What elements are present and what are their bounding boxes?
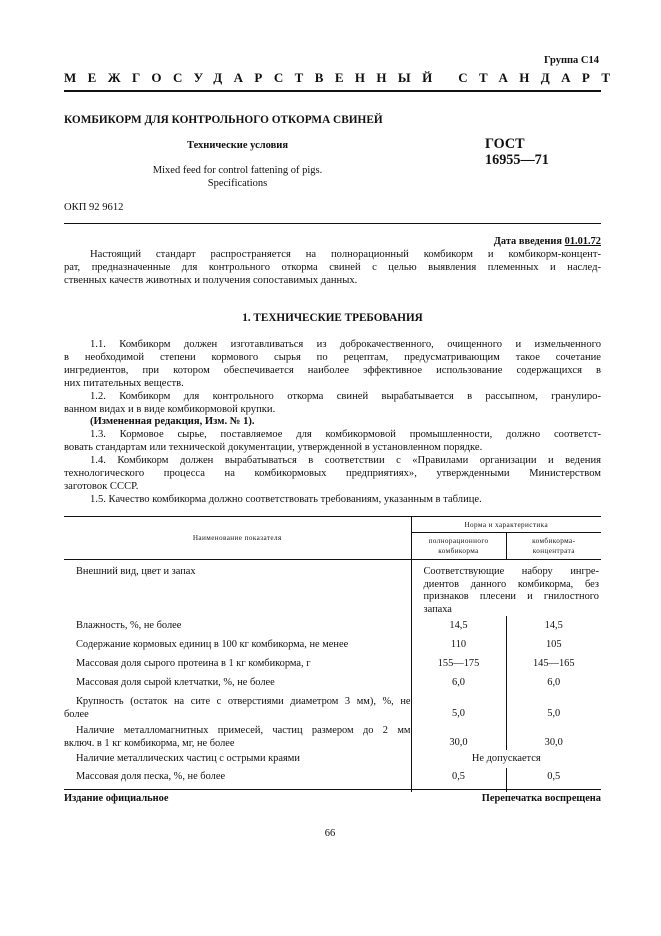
value-complete-feed: 110 (411, 635, 506, 654)
header-line: полнорационного (428, 537, 489, 545)
banner-rule (64, 90, 601, 92)
effective-date-label: Дата введения (493, 236, 563, 247)
header-complete-feed (411, 533, 506, 560)
text-line: Наличие металломагнитных примесей, частиц размером до 2 мм (76, 725, 411, 736)
indicator-name: Внешний вид, цвет и запах (64, 560, 411, 617)
paragraph-1-2 (64, 391, 601, 417)
indicator-name: Массовая доля сырой клетчатки, %, не более (64, 673, 411, 692)
indicator-name: Массовая доля песка, %, не более (64, 768, 411, 792)
table-row (64, 673, 601, 692)
text-line: заготовок СССР. (64, 480, 139, 492)
effective-date-value: 01.01.72 (564, 236, 601, 247)
group-code: Группа С14 (543, 55, 599, 66)
text-line: более (64, 708, 89, 720)
section-heading: 1. ТЕХНИЧЕСКИЕ ТРЕБОВАНИЯ (242, 312, 423, 324)
text-line: в необходимой степени кормового сырья по рецептам, предусматривающим такое сочетание (64, 351, 601, 363)
header-line: концентрата (532, 547, 575, 555)
table-row (64, 692, 601, 721)
indicator-name (64, 721, 411, 750)
value-complete-feed: 6,0 (411, 673, 506, 692)
value-complete-feed: 0,5 (411, 768, 506, 792)
text-line: диентов данного комбикорма, без (423, 578, 599, 590)
value-merged: Не допускается (471, 753, 541, 764)
table-row (64, 750, 601, 768)
value-concentrate: 0,5 (547, 771, 561, 782)
indicator-name (64, 692, 411, 721)
text-line: технологического процесса на комбикормовых предприятиях», утвержденными Министерством (64, 468, 601, 480)
header-line: комбикорма (438, 547, 479, 555)
reprint-prohibited: Перепечатка воспрещена (481, 793, 601, 804)
text-line: них питательных веществ. (64, 377, 184, 389)
value-concentrate: 5,0 (547, 708, 561, 719)
header-norm-group: Норма и характеристика (411, 517, 601, 533)
indicator-name: Массовая доля сырого протеина в 1 кг комбикорма, г (64, 654, 411, 673)
banner-title: МЕЖГОСУДАРСТВЕННЫЙ СТАНДАРТ (64, 70, 622, 85)
table-row (64, 635, 601, 654)
indicator-name: Содержание кормовых единиц в 100 кг комбикорма, не менее (64, 635, 411, 654)
paragraph-1-4 (64, 455, 601, 494)
text-line: 1.2. Комбикорм для контрольного откорма свиней вырабатывается в рассыпном, гранулиро- (90, 390, 601, 402)
text-line: 1.4. Комбикорм должен вырабатываться в соответствии с «Правилами организации и ведения (90, 455, 601, 467)
english-title-line: Specifications (207, 178, 268, 189)
title-rule (64, 223, 601, 224)
intro-paragraph (64, 249, 601, 288)
paragraph-1-3 (64, 429, 601, 455)
indicator-name: Влажность, %, не более (64, 616, 411, 635)
paragraph-1-1 (64, 339, 601, 391)
text-line: Соответствующие набору ингре- (423, 566, 599, 577)
header-line: комбикорма- (532, 537, 576, 545)
english-title-line: Mixed feed for control fattening of pigs. (152, 165, 323, 176)
value-concentrate: 30,0 (544, 737, 563, 748)
value-complete-feed: 30,0 (411, 721, 506, 750)
paragraph-1-5: 1.5. Качество комбикорма должно соответствовать требованиям, указанным в таблице. (90, 493, 482, 505)
value-concentrate: 145—165 (532, 658, 575, 669)
text-line: 1.3. Кормовое сырье, поставляемое для комбикормовой промышленности, должно соответст- (90, 429, 601, 441)
value-concentrate: 14,5 (544, 620, 563, 631)
text-line: запаха (423, 603, 452, 615)
text-line: ственных качеств животных и получения сопоставимых данных. (64, 274, 358, 286)
value-complete-feed: 155—175 (411, 654, 506, 673)
value-complete-feed: 14,5 (411, 616, 506, 635)
english-title (120, 164, 355, 190)
table-row (64, 654, 601, 673)
text-line: Крупность (остаток на сите с отверстиями диаметром 3 мм), %, не (76, 696, 411, 707)
value-concentrate: 105 (545, 639, 562, 650)
header-concentrate (506, 533, 601, 560)
document-subtitle: Технические условия (186, 140, 289, 151)
document-title: КОМБИКОРМ ДЛЯ КОНТРОЛЬНОГО ОТКОРМА СВИНЕЙ (64, 114, 383, 126)
table-row (64, 616, 601, 635)
indicator-name: Наличие металлических частиц с острыми краями (64, 750, 411, 768)
text-line: ванном видах и в виде комбикормовой крупки. (64, 403, 276, 415)
gost-number (485, 136, 549, 168)
value-concentrate: 6,0 (547, 677, 561, 688)
text-line: вовать стандартам или технической документации, утвержденной в установленном порядке. (64, 442, 483, 454)
quality-table (64, 516, 601, 792)
edition-note: (Измененная редакция, Изм. № 1). (90, 416, 255, 428)
table-row (64, 560, 601, 617)
text-line: включ. в 1 кг комбикорма, мг, не более (64, 737, 235, 749)
page-number: 66 (324, 828, 336, 839)
effective-date (494, 236, 601, 247)
text-line: рат, предназначенные для контрольного откорма свиней с целью выявления племенных и наслед- (64, 261, 601, 273)
gost-label: ГОСТ (485, 136, 525, 152)
appearance-value (411, 560, 601, 617)
text-line: признаков плесени и гнилостного (423, 591, 599, 602)
text-line: ингредиентов, при котором обеспечивается наиболее эффективное использование содержащихся в (64, 364, 601, 376)
value-complete-feed: 5,0 (411, 692, 506, 721)
gost-code: 16955—71 (485, 152, 549, 168)
table-row (64, 721, 601, 750)
text-line: 1.1. Комбикорм должен изготавливаться из доброкачественного, очищенного и измельченного (90, 339, 601, 350)
okp-code: ОКП 92 9612 (64, 202, 124, 213)
footer-rule (64, 789, 601, 790)
official-edition: Издание официальное (64, 793, 169, 804)
text-line: Настоящий стандарт распространяется на полнорационный комбикорм и комбикорм-концент- (90, 249, 601, 260)
section-body (64, 339, 601, 507)
header-indicator: Наименование показателя (64, 517, 411, 560)
